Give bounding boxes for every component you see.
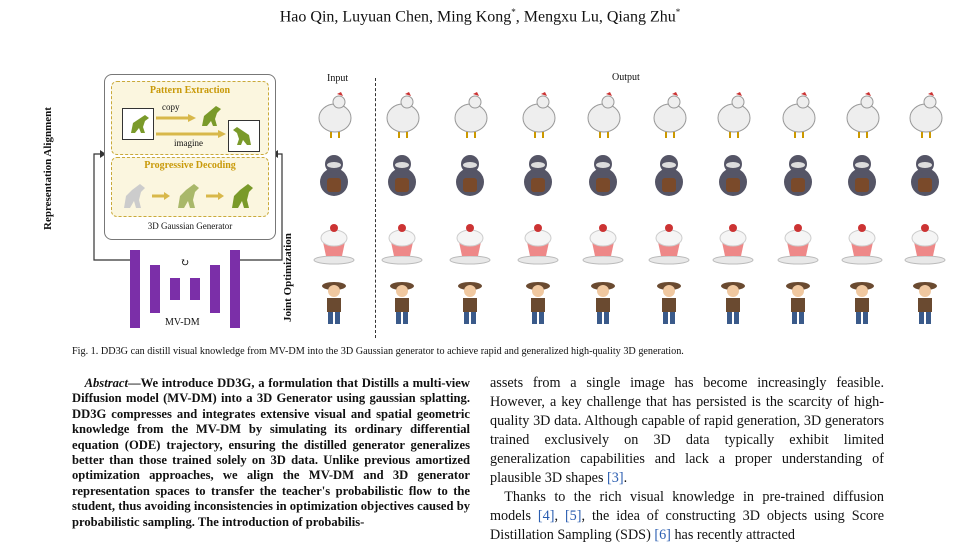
cowboy-view-8: [837, 276, 887, 328]
rooster-view-7: [773, 88, 823, 140]
cupcake-view-6: [708, 216, 758, 268]
intro-paragraph-1: assets from a single image has become increasingly feasible. However, a key challenge that has persisted is the scarcity of high-quality 3D data. Although capable of rapid generation, 3D generators trained exclusively on 3D data typically exhibit limited generalization capabilities and lack a proper understanding of plausible 3D shapes: [490, 375, 884, 486]
rooster-view-8: [837, 88, 887, 140]
progressive-decoding-box: [111, 157, 269, 217]
citation-5[interactable]: [5]: [564, 508, 582, 524]
copy-label: copy: [162, 102, 180, 112]
raccoon-view-5: [644, 148, 694, 200]
author-list: Hao Qin, Luyuan Chen, Ming Kong*, Mengxu Lu, Qiang Zhu*: [279, 7, 681, 26]
progressive-decoding-title: Progressive Decoding: [144, 160, 236, 171]
dino-copy: [196, 100, 228, 130]
cupcake-view-9: [900, 216, 950, 268]
rooster-view-6: [708, 88, 758, 140]
cowboy-view-7: [773, 276, 823, 328]
citation-4[interactable]: [4]: [537, 508, 555, 524]
intro-column: assets from a single image has become increasingly feasible. However, a key challenge that has persisted is the scarcity of high-quality 3D data. Although capable of rapid generation, 3D generators trained exclusively on 3D data typically exhibit limited generalization capabilities and lack a proper understanding of plausible 3D shapes [3]. Thanks to the rich visual knowledge in pre-trained diffusion models [4], [5], the idea of constructing 3D objects using Score Distillation Sampling (SDS) [6] has recently attracted: [490, 375, 884, 543]
cowboy-view-5: [644, 276, 694, 328]
cowboy-view-3: [513, 276, 563, 328]
figure-caption: Fig. 1. DD3G can distill visual knowledge from MV-DM into the 3D Gaussian generator to achieve rapid and generalized high-quality 3D generation.: [72, 346, 684, 357]
copy-arrow: [156, 114, 196, 122]
decoding-steps: [118, 174, 264, 214]
raccoon-view-7: [773, 148, 823, 200]
raccoon-view-8: [837, 148, 887, 200]
cupcake-view-1: [377, 216, 427, 268]
cowboy-view-1: [377, 276, 427, 328]
cupcake-view-8: [837, 216, 887, 268]
cupcake-view-5: [644, 216, 694, 268]
dino-imagined-image: [228, 120, 260, 152]
raccoon-view-1: [377, 148, 427, 200]
loop-icon: ↻: [180, 257, 190, 269]
rooster-view-4: [578, 88, 628, 140]
abstract-column: [72, 376, 470, 530]
rooster-view-9: [900, 88, 950, 140]
cowboy-view-4: [578, 276, 628, 328]
rooster-view-0: [309, 88, 359, 140]
abstract-text: —We introduce DD3G, a formulation that Distills a multi-view Diffusion model (MV-DM) into a 3D Generator using gaussian splatting. DD3G compresses and integrates extensive visual and spatial geometric knowledge from the MV-DM by simulating its ordinary differential equation (ODE) trajectory, ensuring the distilled generator generalizes better than those trained solely on 3D data. Unlike previous amortized optimization approaches, we align the MV-DM and 3D generator representation spaces to transfer the teacher's probabilistic flow to the student, thus avoiding inconsistencies in optimization objectives caused by probabilistic sampling. The introduction of probabilis-: [72, 376, 470, 529]
cupcake-view-4: [578, 216, 628, 268]
cupcake-view-3: [513, 216, 563, 268]
rooster-view-2: [445, 88, 495, 140]
raccoon-view-0: [309, 148, 359, 200]
cowboy-view-9: [900, 276, 950, 328]
rooster-view-3: [513, 88, 563, 140]
intro-paragraph-2a: Thanks to the rich visual knowledge in pre-trained diffusion models: [490, 489, 884, 524]
cupcake-view-0: [309, 216, 359, 268]
joint-optimization-label: Joint Optimization: [282, 233, 294, 322]
abstract-label: Abstract: [84, 376, 128, 390]
rooster-view-5: [644, 88, 694, 140]
input-output-divider: [375, 78, 376, 338]
cupcake-view-2: [445, 216, 495, 268]
citation-6[interactable]: [6]: [654, 527, 671, 543]
raccoon-view-3: [513, 148, 563, 200]
raccoon-view-6: [708, 148, 758, 200]
cupcake-view-7: [773, 216, 823, 268]
input-label: Input: [327, 73, 349, 84]
raccoon-view-9: [900, 148, 950, 200]
imagine-label: imagine: [174, 138, 203, 148]
mvdm-label: MV-DM: [165, 317, 200, 328]
raccoon-view-2: [445, 148, 495, 200]
rooster-view-1: [377, 88, 427, 140]
cowboy-view-6: [708, 276, 758, 328]
output-label: Output: [612, 72, 640, 83]
pipeline-box: [104, 74, 276, 240]
cowboy-view-2: [445, 276, 495, 328]
intro-paragraph-2c: has recently attracted: [674, 527, 795, 543]
raccoon-view-4: [578, 148, 628, 200]
imagine-arrow: [156, 130, 226, 138]
cowboy-view-0: [309, 276, 359, 328]
representation-alignment-label: Representation Alignment: [42, 107, 54, 230]
pattern-extraction-box: [111, 81, 269, 155]
dino-input-image: [122, 108, 154, 140]
intro-paragraph-2b: , the idea of constructing 3D objects using Score Distillation Sampling (SDS): [490, 508, 884, 543]
citation-3[interactable]: [3]: [607, 470, 624, 486]
figure-1: [42, 70, 892, 340]
pattern-extraction-title: Pattern Extraction: [149, 85, 231, 96]
generator-label: 3D Gaussian Generator: [147, 221, 233, 231]
